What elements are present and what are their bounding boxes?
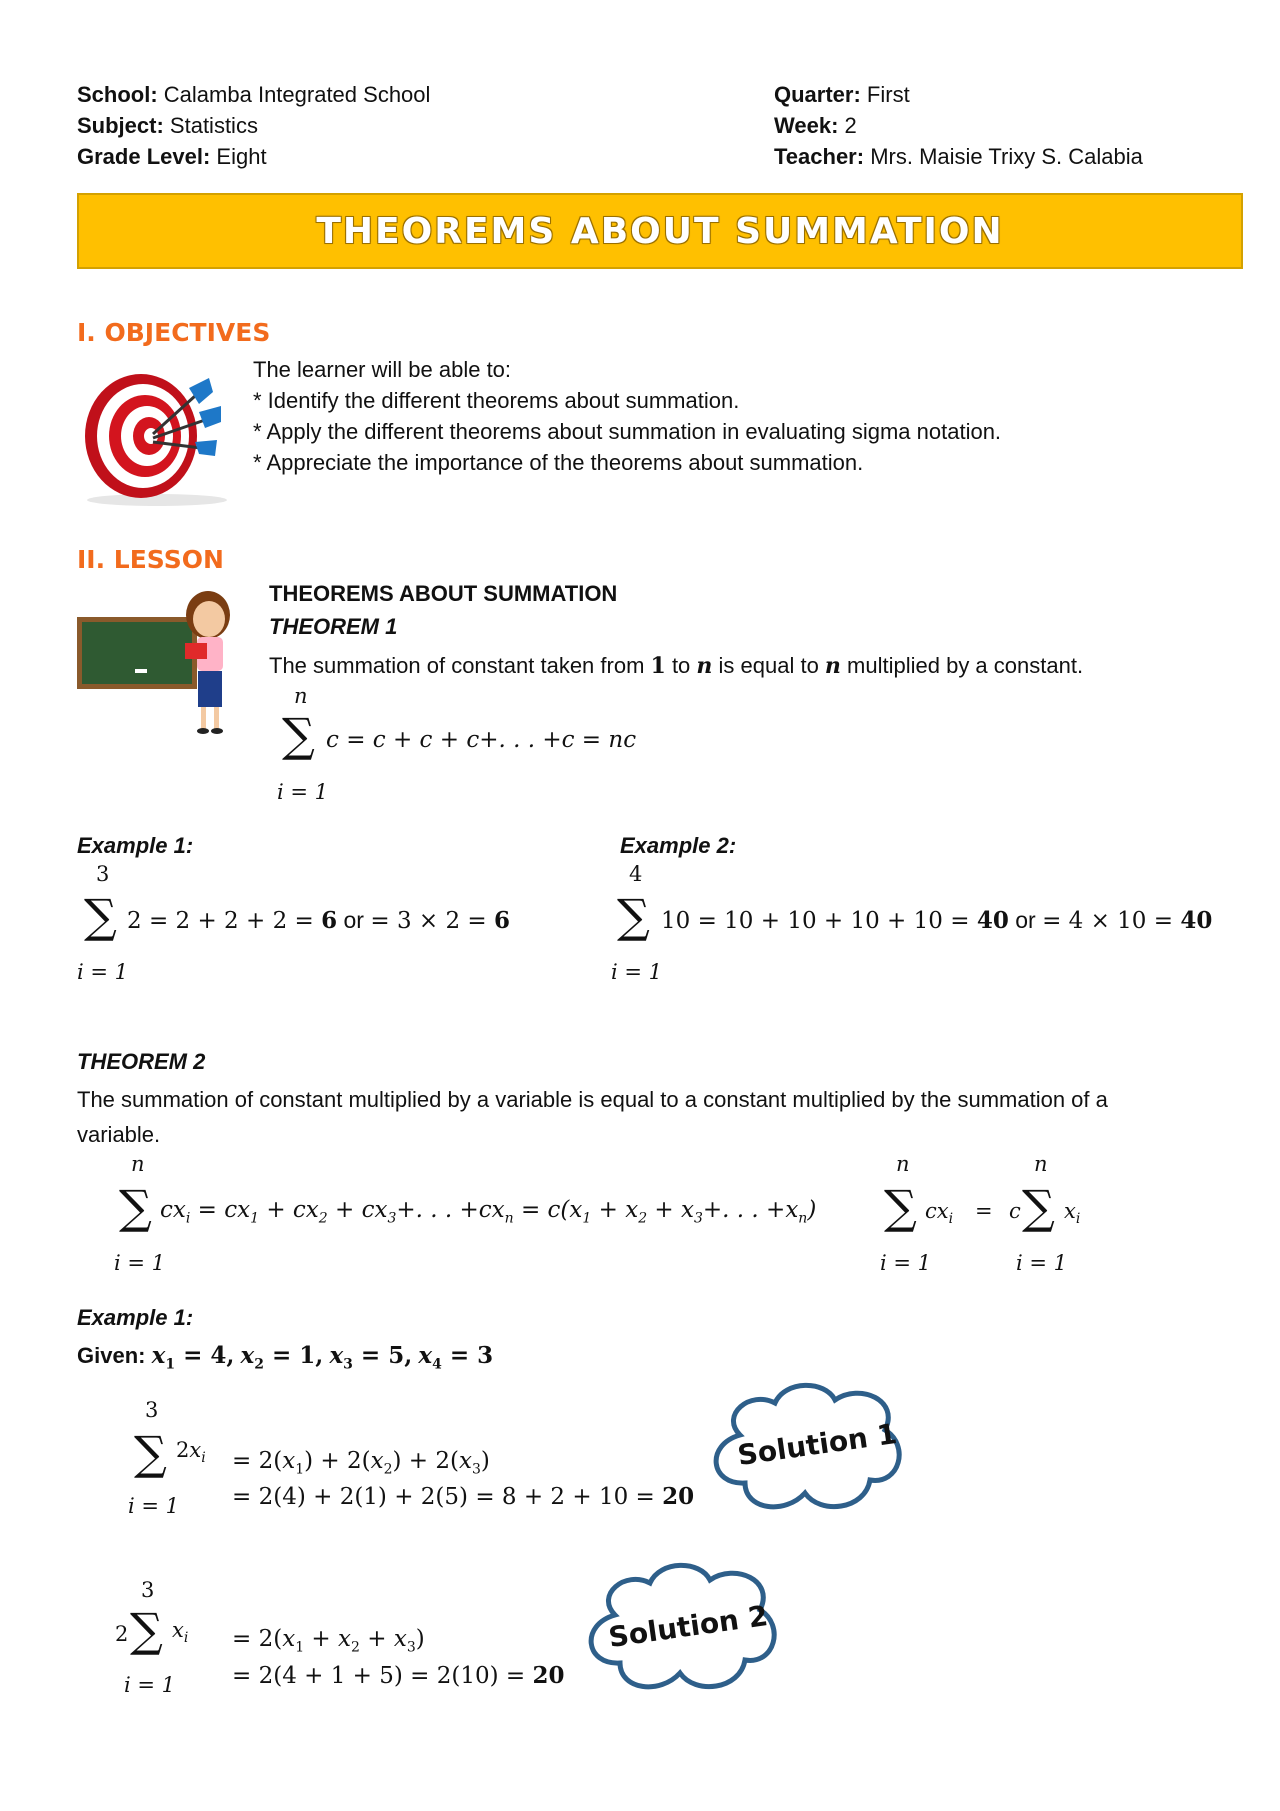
school-label: School:: [77, 82, 158, 107]
sigma-lower-limit: i = 1: [77, 960, 129, 984]
sigma-upper-limit: 3: [145, 1398, 159, 1422]
theorem1-title: THEOREM 1: [269, 614, 398, 639]
lesson-subtitle: THEOREMS ABOUT SUMMATION: [269, 581, 618, 606]
result: 6: [494, 907, 511, 934]
result: 40: [976, 907, 1009, 934]
theorem2-statement: [77, 1084, 1247, 1150]
t1-example2-title: Example 2:: [620, 833, 737, 858]
week-value: 2: [844, 113, 857, 138]
info-header: [77, 79, 430, 172]
objectives-heading: I. OBJECTIVES: [77, 318, 271, 347]
given-label: Given:: [77, 1343, 146, 1368]
sigma-symbol: ∑: [84, 889, 117, 943]
bold-one: 1: [650, 653, 666, 679]
solution1-label: Solution 1: [735, 1417, 899, 1472]
subject-row: [77, 110, 430, 141]
sigma-lower-limit: i = 1: [124, 1673, 176, 1697]
given-item: $x_4 = 3$: [418, 1342, 494, 1373]
quarter-label: Quarter:: [774, 82, 861, 107]
theorem2-title: THEOREM 2: [77, 1049, 206, 1074]
teacher-value: Mrs. Maisie Trixy S. Calabia: [870, 144, 1143, 169]
sigma-lower-limit: i = 1: [1016, 1251, 1068, 1275]
given-item: $x_2 = 1$,: [240, 1342, 324, 1373]
bold-n: n: [824, 653, 841, 679]
given-item: $x_1 = 4$,: [151, 1342, 235, 1373]
grade-label: Grade Level:: [77, 144, 211, 169]
statement-part: The summation of constant taken from: [269, 653, 651, 678]
t2-example1-title: Example 1:: [77, 1305, 194, 1330]
objectives-list: [253, 354, 1001, 478]
sigma-symbol: ∑: [134, 1426, 167, 1480]
grade-value: Eight: [216, 144, 267, 169]
given-item: $x_3 = 5$,: [329, 1342, 413, 1373]
statement-line: variable.: [77, 1122, 161, 1147]
sigma-lower-limit: i = 1: [114, 1251, 166, 1275]
sigma-upper-limit: n: [896, 1152, 910, 1176]
sigma-symbol: ∑: [282, 708, 315, 762]
solution2-line2: [232, 1662, 565, 1689]
sigma-upper-limit: n: [131, 1152, 145, 1176]
objective-item: * Identify the different theorems about summation.: [253, 388, 740, 413]
eq-part: = 2(4) + 2(1) + 2(5) = 8 + 2 + 10 =: [232, 1484, 663, 1510]
sigma-lower-limit: i = 1: [880, 1251, 932, 1275]
theorem2-short-formula-left: $cx_i$: [925, 1199, 954, 1228]
solution2-coefficient: 2: [115, 1622, 129, 1646]
bold-n: n: [696, 653, 713, 679]
statement-line: The summation of constant multiplied by a variable is equal to a constant multiplied by the summation of a: [77, 1087, 1108, 1112]
result: 20: [532, 1662, 565, 1689]
week-label: Week:: [774, 113, 839, 138]
objective-item: * Apply the different theorems about summation in evaluating sigma notation.: [253, 419, 1002, 444]
solution1-term: $2x_i$: [176, 1438, 206, 1467]
sigma-lower-limit: i = 1: [277, 780, 329, 804]
grade-row: [77, 141, 430, 172]
solution2-line1: = $2(x_1 + x_2 + x_3)$: [232, 1626, 425, 1656]
quarter-row: [774, 79, 1143, 110]
teacher-row: [774, 141, 1143, 172]
result: 40: [1180, 907, 1213, 934]
statement-part: multiplied by a constant.: [840, 653, 1084, 678]
solution2-label: Solution 2: [606, 1599, 770, 1654]
eq-part: = 2(4 + 1 + 5) = 2(10) =: [232, 1663, 533, 1689]
lesson-heading: II. LESSON: [77, 545, 224, 574]
t1-example2-equation: [661, 907, 1212, 934]
page-title: THEOREMS ABOUT SUMMATION: [316, 210, 1004, 252]
sigma-lower-limit: i = 1: [611, 960, 663, 984]
result: 6: [321, 907, 338, 934]
sigma-symbol: ∑: [130, 1603, 163, 1657]
t1-example1-equation: [127, 907, 510, 934]
sigma-upper-limit: 3: [141, 1578, 155, 1602]
sigma-upper-limit: n: [294, 684, 308, 708]
school-row: [77, 79, 430, 110]
sigma-symbol: ∑: [884, 1180, 917, 1234]
teacher-label: Teacher:: [774, 144, 865, 169]
target-icon: [77, 368, 237, 508]
solution1-line1: = $2(x_1) + 2(x_2) + 2(x_3)$: [232, 1448, 490, 1478]
quarter-value: First: [866, 82, 910, 107]
week-row: [774, 110, 1143, 141]
eq-part: = 3 × 2 =: [370, 908, 494, 934]
theorem1-statement: [269, 650, 1083, 682]
sigma-upper-limit: n: [1034, 1152, 1048, 1176]
sigma-upper-limit: 3: [96, 862, 110, 886]
objective-item: * Appreciate the importance of the theorems about summation.: [253, 450, 864, 475]
or-word: or: [337, 907, 371, 933]
or-word: or: [1008, 907, 1043, 933]
subject-value: Statistics: [169, 113, 258, 138]
title-banner: [77, 193, 1243, 269]
statement-part: to: [665, 653, 697, 678]
subject-label: Subject:: [77, 113, 164, 138]
objectives-intro: The learner will be able to:: [253, 357, 512, 382]
info-header-right: [774, 79, 1143, 172]
teacher-chalkboard-illustration: [77, 585, 252, 740]
eq-part: 10 = 10 + 10 + 10 + 10 =: [661, 908, 977, 934]
sigma-symbol: ∑: [119, 1180, 152, 1234]
school-value: Calamba Integrated School: [163, 82, 431, 107]
sigma-symbol: ∑: [1022, 1180, 1055, 1234]
sigma-symbol: ∑: [617, 889, 650, 943]
t1-example1-title: Example 1:: [77, 833, 194, 858]
eq-part: 2 = 2 + 2 + 2 =: [127, 908, 322, 934]
sigma-upper-limit: 4: [629, 862, 643, 886]
theorem1-formula-body: c = c + c + c+. . . +c = nc: [326, 727, 637, 753]
result: 20: [662, 1483, 695, 1510]
solution1-line2: [232, 1483, 694, 1510]
eq-part: = 4 × 10 =: [1042, 908, 1181, 934]
sigma-lower-limit: i = 1: [128, 1494, 180, 1518]
theorem2-formula-body: $cx_i = cx_1 + cx_2 + cx_3+$. . . $+cx_n = c(x_1 + x_2 + x_3+$. . . $+x_n$): [160, 1197, 817, 1227]
equals-sign: =: [975, 1199, 993, 1223]
constant-c: c: [1009, 1199, 1021, 1223]
given-values: [77, 1340, 493, 1381]
theorem2-short-formula-right: $x_i$: [1064, 1199, 1081, 1228]
statement-part: is equal to: [712, 653, 825, 678]
solution2-term: $x_i$: [172, 1618, 189, 1647]
